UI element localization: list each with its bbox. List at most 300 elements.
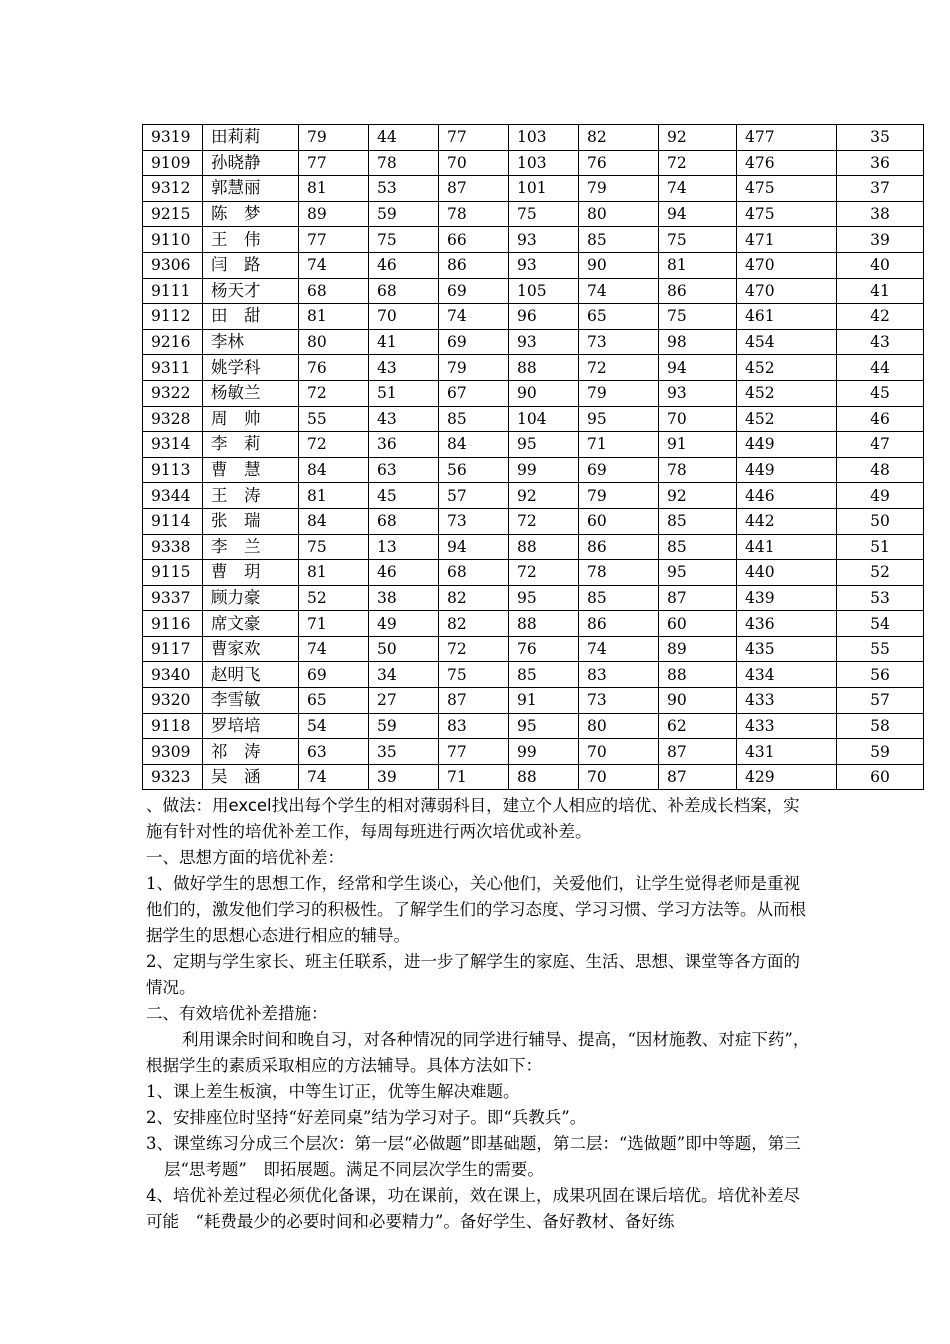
score-cell: 76 bbox=[579, 150, 659, 176]
paragraph-3: 利用课余时间和晚自习，对各种情况的同学进行辅导、提高，“因材施教、对症下药”，根据学生的素质采取相应的方法辅导。具体方法如下： bbox=[146, 1030, 810, 1075]
table-row bbox=[143, 585, 924, 611]
score-cell: 69 bbox=[579, 457, 659, 483]
score-cell: 441 bbox=[737, 534, 837, 560]
score-cell: 98 bbox=[659, 329, 737, 355]
rank-cell: 56 bbox=[837, 662, 924, 688]
score-cell: 91 bbox=[659, 432, 737, 458]
score-cell: 88 bbox=[659, 662, 737, 688]
score-cell: 452 bbox=[737, 355, 837, 381]
rank-cell: 41 bbox=[837, 278, 924, 304]
score-cell: 52 bbox=[299, 585, 369, 611]
score-cell: 75 bbox=[369, 227, 439, 253]
score-cell: 105 bbox=[509, 278, 579, 304]
score-cell: 81 bbox=[299, 304, 369, 330]
score-cell: 72 bbox=[299, 380, 369, 406]
body-text bbox=[146, 793, 811, 1235]
score-cell: 79 bbox=[579, 380, 659, 406]
score-cell: 75 bbox=[659, 304, 737, 330]
student-id-cell: 9309 bbox=[143, 739, 203, 765]
score-cell: 27 bbox=[369, 688, 439, 714]
score-cell: 93 bbox=[509, 252, 579, 278]
score-cell: 70 bbox=[439, 150, 509, 176]
rank-cell: 60 bbox=[837, 764, 924, 790]
student-id-cell: 9118 bbox=[143, 713, 203, 739]
score-cell: 75 bbox=[509, 201, 579, 227]
score-cell: 69 bbox=[439, 278, 509, 304]
score-cell: 77 bbox=[299, 227, 369, 253]
rank-cell: 45 bbox=[837, 380, 924, 406]
student-name-cell: 闫 路 bbox=[203, 252, 299, 278]
student-name-cell: 李雪敏 bbox=[203, 688, 299, 714]
score-cell: 74 bbox=[299, 636, 369, 662]
score-cell: 85 bbox=[509, 662, 579, 688]
score-cell: 50 bbox=[369, 636, 439, 662]
student-id-cell: 9322 bbox=[143, 380, 203, 406]
table-row bbox=[143, 176, 924, 202]
student-id-cell: 9114 bbox=[143, 508, 203, 534]
method-text-start: 、做法：用 bbox=[146, 796, 229, 815]
score-cell: 95 bbox=[509, 713, 579, 739]
score-cell: 63 bbox=[369, 457, 439, 483]
score-cell: 433 bbox=[737, 688, 837, 714]
score-cell: 88 bbox=[509, 764, 579, 790]
student-id-cell: 9314 bbox=[143, 432, 203, 458]
score-cell: 88 bbox=[509, 355, 579, 381]
score-table-body bbox=[143, 125, 924, 790]
student-id-cell: 9111 bbox=[143, 278, 203, 304]
student-name-cell: 席文豪 bbox=[203, 611, 299, 637]
score-cell: 74 bbox=[659, 176, 737, 202]
score-cell: 13 bbox=[369, 534, 439, 560]
list-item-4: 4、培优补差过程必须优化备课，功在课前，效在课上，成果巩固在课后培优。培优补差尽可能 “耗费最少的必要时间和必要精力”。备好学生、备好教材、备好练 bbox=[146, 1186, 800, 1231]
score-cell: 72 bbox=[509, 508, 579, 534]
score-cell: 81 bbox=[299, 560, 369, 586]
score-cell: 101 bbox=[509, 176, 579, 202]
student-name-cell: 赵明飞 bbox=[203, 662, 299, 688]
rank-cell: 54 bbox=[837, 611, 924, 637]
score-cell: 82 bbox=[439, 611, 509, 637]
student-id-cell: 9117 bbox=[143, 636, 203, 662]
paragraph-1: 1、做好学生的思想工作，经常和学生谈心，关心他们，关爱他们，让学生觉得老师是重视他们的，激发他们学习的积极性。了解学生们的学习态度、学习习惯、学习方法等。从而根据学生的思想心态进行相应的辅导。 bbox=[146, 874, 806, 945]
score-cell: 74 bbox=[579, 278, 659, 304]
student-name-cell: 王 伟 bbox=[203, 227, 299, 253]
student-id-cell: 9215 bbox=[143, 201, 203, 227]
student-id-cell: 9216 bbox=[143, 329, 203, 355]
score-cell: 75 bbox=[299, 534, 369, 560]
score-cell: 90 bbox=[659, 688, 737, 714]
rank-cell: 47 bbox=[837, 432, 924, 458]
score-cell: 36 bbox=[369, 432, 439, 458]
score-cell: 90 bbox=[579, 252, 659, 278]
score-cell: 475 bbox=[737, 201, 837, 227]
table-row bbox=[143, 201, 924, 227]
student-id-cell: 9116 bbox=[143, 611, 203, 637]
score-cell: 433 bbox=[737, 713, 837, 739]
score-cell: 59 bbox=[369, 201, 439, 227]
score-cell: 439 bbox=[737, 585, 837, 611]
score-cell: 57 bbox=[439, 483, 509, 509]
score-cell: 92 bbox=[659, 125, 737, 151]
score-cell: 435 bbox=[737, 636, 837, 662]
table-row bbox=[143, 150, 924, 176]
score-cell: 104 bbox=[509, 406, 579, 432]
paragraph-2: 2、定期与学生家长、班主任联系，进一步了解学生的家庭、生活、思想、课堂等各方面的情况。 bbox=[146, 952, 800, 997]
score-cell: 429 bbox=[737, 764, 837, 790]
table-row bbox=[143, 764, 924, 790]
table-row bbox=[143, 227, 924, 253]
score-cell: 77 bbox=[299, 150, 369, 176]
rank-cell: 38 bbox=[837, 201, 924, 227]
table-row bbox=[143, 252, 924, 278]
score-cell: 86 bbox=[579, 611, 659, 637]
student-id-cell: 9319 bbox=[143, 125, 203, 151]
student-name-cell: 曹 玥 bbox=[203, 560, 299, 586]
score-cell: 92 bbox=[659, 483, 737, 509]
score-cell: 65 bbox=[299, 688, 369, 714]
rank-cell: 40 bbox=[837, 252, 924, 278]
score-cell: 449 bbox=[737, 457, 837, 483]
score-cell: 86 bbox=[659, 278, 737, 304]
score-cell: 85 bbox=[659, 534, 737, 560]
score-cell: 65 bbox=[579, 304, 659, 330]
score-cell: 66 bbox=[439, 227, 509, 253]
score-cell: 43 bbox=[369, 406, 439, 432]
table-row bbox=[143, 688, 924, 714]
student-id-cell: 9344 bbox=[143, 483, 203, 509]
score-cell: 449 bbox=[737, 432, 837, 458]
score-cell: 87 bbox=[659, 764, 737, 790]
score-cell: 78 bbox=[579, 560, 659, 586]
score-cell: 71 bbox=[439, 764, 509, 790]
score-cell: 78 bbox=[369, 150, 439, 176]
score-cell: 94 bbox=[659, 201, 737, 227]
section-heading-1: 一、思想方面的培优补差： bbox=[146, 848, 344, 867]
student-name-cell: 张 瑞 bbox=[203, 508, 299, 534]
student-id-cell: 9109 bbox=[143, 150, 203, 176]
student-name-cell: 顾力豪 bbox=[203, 585, 299, 611]
score-cell: 43 bbox=[369, 355, 439, 381]
score-cell: 79 bbox=[299, 125, 369, 151]
score-cell: 94 bbox=[659, 355, 737, 381]
table-row bbox=[143, 483, 924, 509]
score-cell: 93 bbox=[509, 227, 579, 253]
table-row bbox=[143, 534, 924, 560]
score-cell: 95 bbox=[509, 585, 579, 611]
student-name-cell: 陈 梦 bbox=[203, 201, 299, 227]
student-id-cell: 9312 bbox=[143, 176, 203, 202]
table-row bbox=[143, 355, 924, 381]
score-cell: 41 bbox=[369, 329, 439, 355]
score-cell: 446 bbox=[737, 483, 837, 509]
rank-cell: 43 bbox=[837, 329, 924, 355]
score-cell: 452 bbox=[737, 380, 837, 406]
rank-cell: 52 bbox=[837, 560, 924, 586]
score-cell: 71 bbox=[299, 611, 369, 637]
score-cell: 461 bbox=[737, 304, 837, 330]
score-cell: 54 bbox=[299, 713, 369, 739]
excel-word: excel bbox=[228, 796, 272, 815]
score-cell: 84 bbox=[439, 432, 509, 458]
table-row bbox=[143, 560, 924, 586]
student-name-cell: 曹家欢 bbox=[203, 636, 299, 662]
student-id-cell: 9115 bbox=[143, 560, 203, 586]
score-cell: 87 bbox=[659, 585, 737, 611]
score-cell: 88 bbox=[509, 534, 579, 560]
table-row bbox=[143, 636, 924, 662]
score-cell: 76 bbox=[509, 636, 579, 662]
score-cell: 34 bbox=[369, 662, 439, 688]
table-row bbox=[143, 739, 924, 765]
table-row bbox=[143, 713, 924, 739]
list-item-2: 2、安排座位时坚持“好差同桌”结为学习对子。即“兵教兵”。 bbox=[146, 1108, 587, 1127]
student-id-cell: 9306 bbox=[143, 252, 203, 278]
score-cell: 56 bbox=[439, 457, 509, 483]
score-cell: 72 bbox=[439, 636, 509, 662]
score-cell: 55 bbox=[299, 406, 369, 432]
score-cell: 77 bbox=[439, 739, 509, 765]
score-cell: 45 bbox=[369, 483, 439, 509]
score-cell: 86 bbox=[579, 534, 659, 560]
score-cell: 68 bbox=[369, 508, 439, 534]
score-cell: 73 bbox=[579, 329, 659, 355]
score-cell: 99 bbox=[509, 739, 579, 765]
score-cell: 39 bbox=[369, 764, 439, 790]
score-cell: 87 bbox=[659, 739, 737, 765]
score-cell: 72 bbox=[579, 355, 659, 381]
score-cell: 70 bbox=[659, 406, 737, 432]
score-cell: 440 bbox=[737, 560, 837, 586]
score-cell: 60 bbox=[659, 611, 737, 637]
score-cell: 74 bbox=[299, 252, 369, 278]
score-cell: 78 bbox=[439, 201, 509, 227]
score-cell: 89 bbox=[299, 201, 369, 227]
student-name-cell: 王 涛 bbox=[203, 483, 299, 509]
score-cell: 73 bbox=[439, 508, 509, 534]
score-cell: 95 bbox=[659, 560, 737, 586]
score-cell: 49 bbox=[369, 611, 439, 637]
student-name-cell: 姚学科 bbox=[203, 355, 299, 381]
student-name-cell: 周 帅 bbox=[203, 406, 299, 432]
table-row bbox=[143, 125, 924, 151]
table-row bbox=[143, 432, 924, 458]
score-cell: 471 bbox=[737, 227, 837, 253]
table-row bbox=[143, 380, 924, 406]
score-cell: 95 bbox=[509, 432, 579, 458]
rank-cell: 59 bbox=[837, 739, 924, 765]
score-cell: 91 bbox=[509, 688, 579, 714]
score-cell: 72 bbox=[659, 150, 737, 176]
rank-cell: 44 bbox=[837, 355, 924, 381]
score-cell: 70 bbox=[579, 739, 659, 765]
list-item-1: 1、课上差生板演，中等生订正，优等生解决难题。 bbox=[146, 1082, 520, 1101]
student-name-cell: 李 莉 bbox=[203, 432, 299, 458]
student-name-cell: 田 甜 bbox=[203, 304, 299, 330]
table-row bbox=[143, 457, 924, 483]
score-cell: 44 bbox=[369, 125, 439, 151]
rank-cell: 58 bbox=[837, 713, 924, 739]
score-cell: 81 bbox=[299, 176, 369, 202]
score-cell: 476 bbox=[737, 150, 837, 176]
score-cell: 81 bbox=[299, 483, 369, 509]
score-cell: 63 bbox=[299, 739, 369, 765]
score-table bbox=[142, 124, 924, 790]
score-cell: 79 bbox=[439, 355, 509, 381]
student-name-cell: 罗培培 bbox=[203, 713, 299, 739]
student-name-cell: 祁 涛 bbox=[203, 739, 299, 765]
score-cell: 89 bbox=[659, 636, 737, 662]
score-cell: 85 bbox=[439, 406, 509, 432]
score-cell: 73 bbox=[579, 688, 659, 714]
student-id-cell: 9340 bbox=[143, 662, 203, 688]
score-cell: 75 bbox=[659, 227, 737, 253]
score-cell: 69 bbox=[299, 662, 369, 688]
score-cell: 74 bbox=[439, 304, 509, 330]
table-row bbox=[143, 278, 924, 304]
score-cell: 85 bbox=[659, 508, 737, 534]
score-cell: 92 bbox=[509, 483, 579, 509]
score-cell: 68 bbox=[299, 278, 369, 304]
rank-cell: 48 bbox=[837, 457, 924, 483]
score-cell: 87 bbox=[439, 176, 509, 202]
method-paragraph bbox=[146, 793, 811, 845]
table-row bbox=[143, 406, 924, 432]
student-name-cell: 李林 bbox=[203, 329, 299, 355]
score-cell: 78 bbox=[659, 457, 737, 483]
table-row bbox=[143, 304, 924, 330]
score-cell: 84 bbox=[299, 457, 369, 483]
score-cell: 70 bbox=[579, 764, 659, 790]
score-cell: 436 bbox=[737, 611, 837, 637]
score-cell: 84 bbox=[299, 508, 369, 534]
score-cell: 475 bbox=[737, 176, 837, 202]
score-cell: 35 bbox=[369, 739, 439, 765]
rank-cell: 53 bbox=[837, 585, 924, 611]
score-cell: 442 bbox=[737, 508, 837, 534]
student-id-cell: 9112 bbox=[143, 304, 203, 330]
score-cell: 85 bbox=[579, 227, 659, 253]
score-cell: 88 bbox=[509, 611, 579, 637]
student-id-cell: 9337 bbox=[143, 585, 203, 611]
score-cell: 94 bbox=[439, 534, 509, 560]
score-cell: 77 bbox=[439, 125, 509, 151]
table-row bbox=[143, 329, 924, 355]
score-cell: 95 bbox=[579, 406, 659, 432]
score-cell: 470 bbox=[737, 278, 837, 304]
score-cell: 59 bbox=[369, 713, 439, 739]
score-cell: 82 bbox=[579, 125, 659, 151]
score-cell: 71 bbox=[579, 432, 659, 458]
rank-cell: 36 bbox=[837, 150, 924, 176]
score-cell: 93 bbox=[509, 329, 579, 355]
student-id-cell: 9338 bbox=[143, 534, 203, 560]
score-cell: 67 bbox=[439, 380, 509, 406]
score-cell: 76 bbox=[299, 355, 369, 381]
score-cell: 93 bbox=[659, 380, 737, 406]
student-name-cell: 孙晓静 bbox=[203, 150, 299, 176]
score-cell: 431 bbox=[737, 739, 837, 765]
score-cell: 96 bbox=[509, 304, 579, 330]
student-name-cell: 田莉莉 bbox=[203, 125, 299, 151]
student-id-cell: 9323 bbox=[143, 764, 203, 790]
score-cell: 70 bbox=[369, 304, 439, 330]
rank-cell: 55 bbox=[837, 636, 924, 662]
rank-cell: 57 bbox=[837, 688, 924, 714]
student-id-cell: 9311 bbox=[143, 355, 203, 381]
rank-cell: 49 bbox=[837, 483, 924, 509]
score-cell: 69 bbox=[439, 329, 509, 355]
score-cell: 72 bbox=[509, 560, 579, 586]
score-cell: 83 bbox=[439, 713, 509, 739]
student-name-cell: 杨敏兰 bbox=[203, 380, 299, 406]
student-name-cell: 吴 涵 bbox=[203, 764, 299, 790]
score-cell: 75 bbox=[439, 662, 509, 688]
score-cell: 103 bbox=[509, 150, 579, 176]
score-cell: 85 bbox=[579, 585, 659, 611]
score-cell: 454 bbox=[737, 329, 837, 355]
score-cell: 80 bbox=[299, 329, 369, 355]
score-cell: 80 bbox=[579, 201, 659, 227]
score-cell: 74 bbox=[299, 764, 369, 790]
score-cell: 53 bbox=[369, 176, 439, 202]
list-item-3: 3、课堂练习分成三个层次：第一层“必做题”即基础题，第二层：“选做题”即中等题，第三层“思考题” 即拓展题。满足不同层次学生的需要。 bbox=[146, 1134, 801, 1179]
student-id-cell: 9110 bbox=[143, 227, 203, 253]
score-cell: 81 bbox=[659, 252, 737, 278]
student-id-cell: 9328 bbox=[143, 406, 203, 432]
rank-cell: 50 bbox=[837, 508, 924, 534]
table-row bbox=[143, 611, 924, 637]
rank-cell: 51 bbox=[837, 534, 924, 560]
table-row bbox=[143, 662, 924, 688]
score-cell: 38 bbox=[369, 585, 439, 611]
rank-cell: 35 bbox=[837, 125, 924, 151]
section-heading-2: 二、有效培优补差措施： bbox=[146, 1004, 328, 1023]
score-cell: 477 bbox=[737, 125, 837, 151]
score-cell: 452 bbox=[737, 406, 837, 432]
rank-cell: 46 bbox=[837, 406, 924, 432]
score-cell: 72 bbox=[299, 432, 369, 458]
student-id-cell: 9320 bbox=[143, 688, 203, 714]
score-cell: 46 bbox=[369, 560, 439, 586]
rank-cell: 39 bbox=[837, 227, 924, 253]
score-cell: 79 bbox=[579, 176, 659, 202]
score-cell: 83 bbox=[579, 662, 659, 688]
score-cell: 51 bbox=[369, 380, 439, 406]
score-cell: 46 bbox=[369, 252, 439, 278]
score-cell: 99 bbox=[509, 457, 579, 483]
score-cell: 87 bbox=[439, 688, 509, 714]
rank-cell: 37 bbox=[837, 176, 924, 202]
score-cell: 68 bbox=[439, 560, 509, 586]
student-id-cell: 9113 bbox=[143, 457, 203, 483]
score-cell: 434 bbox=[737, 662, 837, 688]
rank-cell: 42 bbox=[837, 304, 924, 330]
score-cell: 90 bbox=[509, 380, 579, 406]
student-name-cell: 郭慧丽 bbox=[203, 176, 299, 202]
score-cell: 103 bbox=[509, 125, 579, 151]
score-cell: 62 bbox=[659, 713, 737, 739]
student-name-cell: 杨天才 bbox=[203, 278, 299, 304]
score-cell: 79 bbox=[579, 483, 659, 509]
score-cell: 60 bbox=[579, 508, 659, 534]
student-name-cell: 曹 慧 bbox=[203, 457, 299, 483]
score-cell: 80 bbox=[579, 713, 659, 739]
score-cell: 82 bbox=[439, 585, 509, 611]
table-row bbox=[143, 508, 924, 534]
method-text-end: 找出每个学生的相对薄弱科目，建立个人相应的培优、补差成长档案，实施有针对性的培优补差工作，每周每班进行两次培优或补差。 bbox=[146, 796, 800, 841]
score-cell: 68 bbox=[369, 278, 439, 304]
score-cell: 74 bbox=[579, 636, 659, 662]
score-cell: 470 bbox=[737, 252, 837, 278]
